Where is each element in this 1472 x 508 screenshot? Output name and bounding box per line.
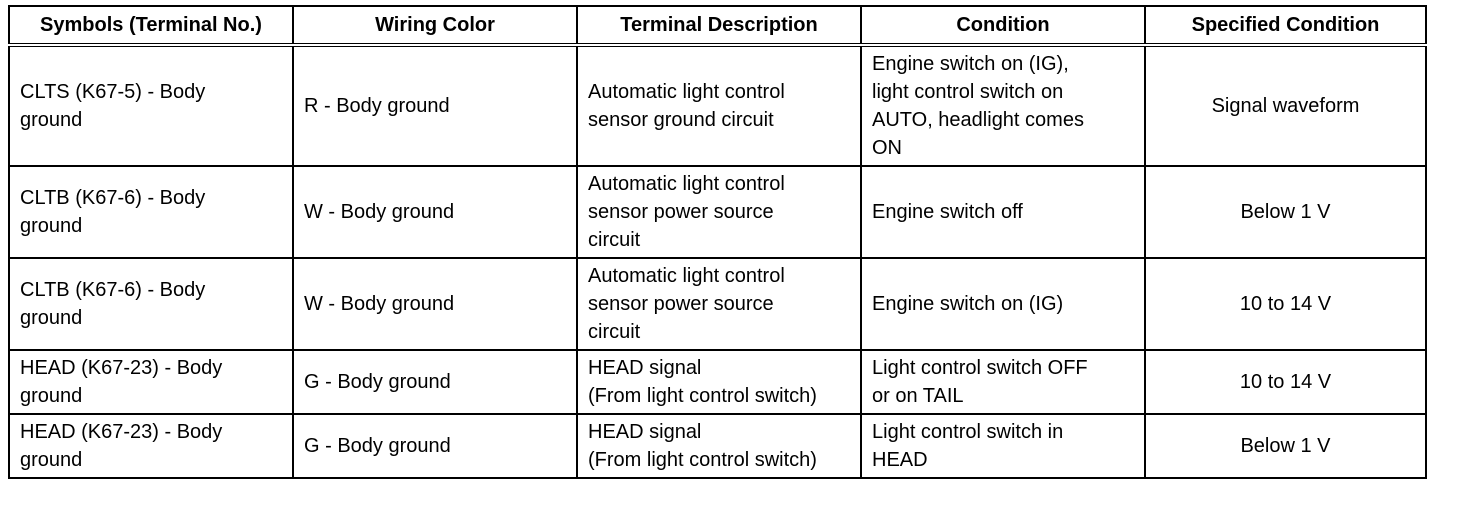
- condition-line: Light control switch in: [872, 421, 1064, 443]
- description-cell: [577, 414, 861, 478]
- condition-line: or on TAIL: [872, 385, 964, 407]
- description-line: sensor ground circuit: [588, 109, 774, 131]
- description-line: Automatic light control: [588, 173, 785, 195]
- symbol-cell: [9, 45, 293, 166]
- condition-line: Engine switch on (IG),: [872, 53, 1069, 75]
- symbol-line: ground: [20, 449, 83, 471]
- table-row: [9, 258, 1426, 350]
- wiring-cell: R - Body ground: [293, 45, 577, 166]
- symbol-cell: [9, 166, 293, 258]
- table-row: [9, 414, 1426, 478]
- description-line: (From light control switch): [588, 385, 817, 407]
- description-line: circuit: [588, 321, 641, 343]
- description-cell: [577, 45, 861, 166]
- symbol-line: HEAD (K67-23) - Body: [20, 357, 223, 379]
- description-cell: [577, 166, 861, 258]
- condition-cell: [861, 414, 1145, 478]
- specified-cell: 10 to 14 V: [1145, 258, 1426, 350]
- wiring-cell: W - Body ground: [293, 166, 577, 258]
- wiring-cell: W - Body ground: [293, 258, 577, 350]
- condition-cell: [861, 45, 1145, 166]
- symbol-line: CLTB (K67-6) - Body: [20, 279, 206, 301]
- condition-line: Engine switch on (IG): [872, 293, 1064, 315]
- description-line: (From light control switch): [588, 449, 817, 471]
- condition-line: HEAD: [872, 449, 928, 471]
- condition-cell: [861, 166, 1145, 258]
- condition-line: Engine switch off: [872, 201, 1023, 223]
- header-row: [9, 6, 1426, 45]
- specified-cell: Below 1 V: [1145, 414, 1426, 478]
- description-cell: [577, 350, 861, 414]
- header-wiring-color: Wiring Color: [293, 6, 577, 45]
- symbol-cell: [9, 350, 293, 414]
- symbol-line: ground: [20, 215, 83, 237]
- description-line: circuit: [588, 229, 641, 251]
- header-symbols: Symbols (Terminal No.): [9, 6, 293, 45]
- header-specified-condition: Specified Condition: [1145, 6, 1426, 45]
- wiring-cell: G - Body ground: [293, 350, 577, 414]
- terminal-spec-table: [8, 5, 1427, 479]
- symbol-line: ground: [20, 307, 83, 329]
- description-line: HEAD signal: [588, 421, 702, 443]
- symbol-cell: [9, 258, 293, 350]
- condition-line: Light control switch OFF: [872, 357, 1088, 379]
- table-row: [9, 45, 1426, 166]
- table-body: [9, 45, 1426, 478]
- table-row: [9, 166, 1426, 258]
- condition-cell: [861, 258, 1145, 350]
- symbol-line: HEAD (K67-23) - Body: [20, 421, 223, 443]
- condition-line: ON: [872, 137, 902, 159]
- symbol-cell: [9, 414, 293, 478]
- description-line: sensor power source: [588, 201, 774, 223]
- specified-cell: Signal waveform: [1145, 45, 1426, 166]
- symbol-line: ground: [20, 385, 83, 407]
- symbol-line: CLTS (K67-5) - Body: [20, 81, 206, 103]
- description-line: sensor power source: [588, 293, 774, 315]
- header-terminal-description: Terminal Description: [577, 6, 861, 45]
- symbol-line: ground: [20, 109, 83, 131]
- description-cell: [577, 258, 861, 350]
- condition-line: AUTO, headlight comes: [872, 109, 1084, 131]
- specified-cell: 10 to 14 V: [1145, 350, 1426, 414]
- specified-cell: Below 1 V: [1145, 166, 1426, 258]
- table-row: [9, 350, 1426, 414]
- condition-line: light control switch on: [872, 81, 1064, 103]
- table-header: [9, 6, 1426, 45]
- header-condition: Condition: [861, 6, 1145, 45]
- symbol-line: CLTB (K67-6) - Body: [20, 187, 206, 209]
- description-line: Automatic light control: [588, 81, 785, 103]
- condition-cell: [861, 350, 1145, 414]
- description-line: HEAD signal: [588, 357, 702, 379]
- description-line: Automatic light control: [588, 265, 785, 287]
- wiring-cell: G - Body ground: [293, 414, 577, 478]
